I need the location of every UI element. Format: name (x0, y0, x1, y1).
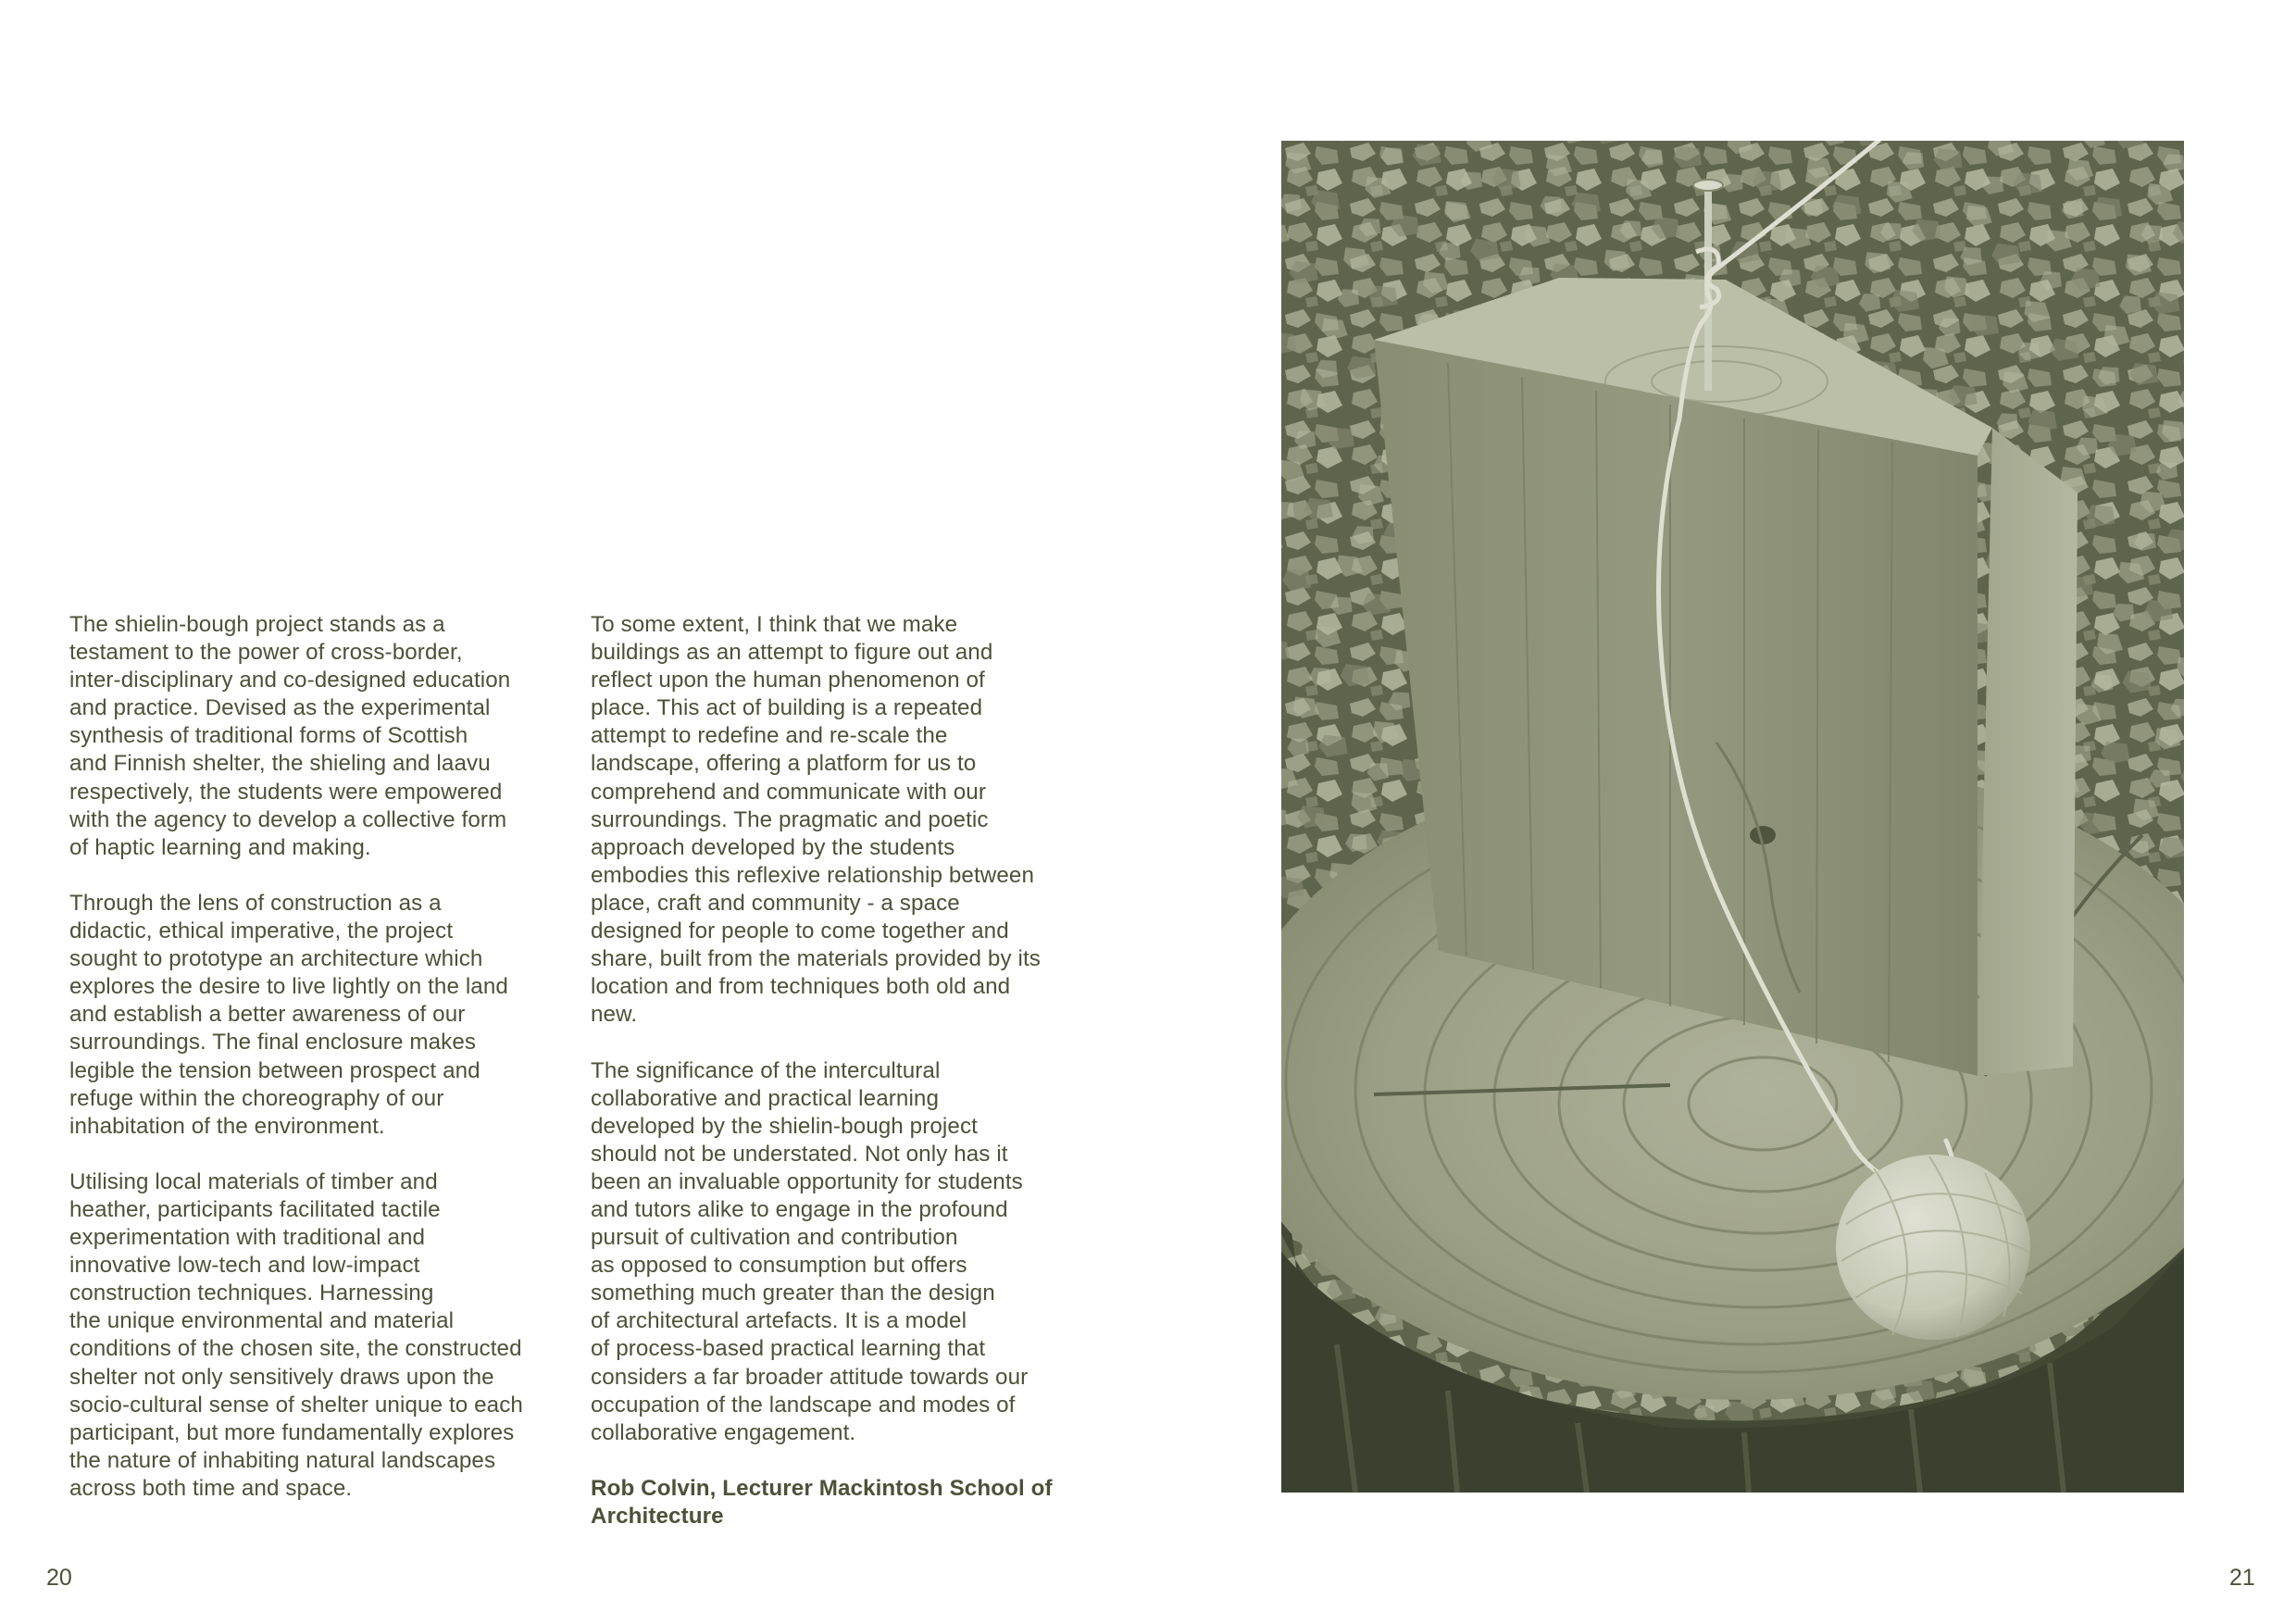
left-text-column (69, 611, 574, 1530)
body-paragraph: Through the lens of construction as a didactic, ethical imperative, the project sought to prototype an architecture which explores the desire to live lightly on the land and establish a better awareness of our surroundings. The final enclosure makes legible the tension between prospect and refuge within the choreography of our inhabitation of the environment. (69, 890, 508, 1139)
page-number-left: 20 (46, 1565, 72, 1591)
timber-block-photo (1281, 141, 2184, 1493)
body-paragraph: To some extent, I think that we make buildings as an attempt to figure out and reflect upon the human phenomenon of place. This act of building is a repeated attempt to redefine and re-scale the landscape, offering a platform for us to comprehend and communicate with our surroundings. The pragmatic and poetic approach developed by the students embodies this reflexive relationship between place, craft and community - a space designed for people to come together and share, built from the materials provided by its location and from techniques both old and new. (591, 612, 1041, 1028)
page-number-right: 21 (2229, 1565, 2255, 1591)
author-credit: Rob Colvin, Lecturer Mackintosh School of Architecture (591, 1475, 1053, 1529)
body-paragraph: The shielin-bough project stands as a testament to the power of cross-border, inter-disciplinary and co-designed education and practice. Devised as the experimental synthesis of traditional forms of Scottish and Finnish shelter, the shieling and laavu respectively, the students were empowered with the agency to develop a collective form of haptic learning and making. (69, 612, 511, 860)
body-paragraph: Utilising local materials of timber and heather, participants facilitated tactile experimentation with traditional and innovative low-tech and low-impact construction techniques. Harnessing the unique environmental and material conditions of the chosen site, the constructed shelter not only sensitively draws upon the socio-cultural sense of shelter unique to each participant, but more fundamentally explores the nature of inhabiting natural landscapes across both time and space. (69, 1168, 523, 1501)
body-paragraph: The significance of the intercultural collaborative and practical learning developed by the shielin-bough project should not be understated. Not only has it been an invaluable opportunity for students and tutors alike to engage in the profound pursuit of cultivation and contribution as opposed to consumption but offers something much greater than the design of architectural artefacts. It is a model of process-based practical learning that considers a far broader attitude towards our occupation of the landscape and modes of collaborative engagement. (591, 1057, 1029, 1445)
middle-text-column (591, 611, 1095, 1530)
